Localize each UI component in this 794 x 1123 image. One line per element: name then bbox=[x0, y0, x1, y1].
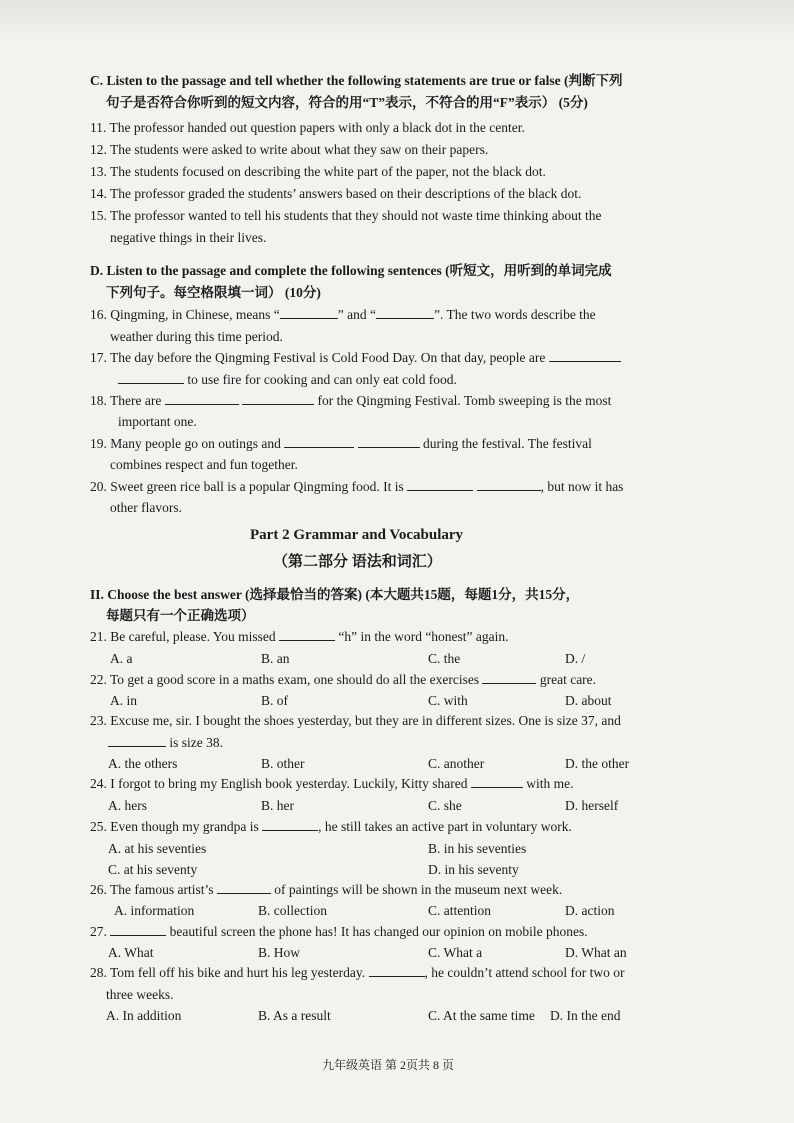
q27-option-d[interactable]: D. What an bbox=[565, 945, 627, 960]
q19-text-b: during the festival. The festival bbox=[422, 436, 592, 451]
q28-option-a[interactable]: A. In addition bbox=[106, 1008, 182, 1023]
q22-text-b: great care. bbox=[539, 672, 597, 687]
section-d-heading: D. Listen to the passage and complete the following sentences (听短文，用听到的单词完成 bbox=[90, 263, 612, 278]
question-20-cont: other flavors. bbox=[110, 500, 182, 515]
question-15: 15. The professor wanted to tell his students that they should not waste time thinking about the bbox=[90, 208, 602, 223]
question-18 bbox=[90, 392, 611, 410]
section-ii-heading: II. Choose the best answer (选择最恰当的答案) (本大题共15题，每题1分，共15分， bbox=[90, 587, 580, 602]
question-22 bbox=[90, 671, 596, 689]
answer-blank[interactable] bbox=[471, 775, 523, 788]
question-23-cont bbox=[108, 734, 223, 752]
section-c-heading-cn: 句子是否符合你听到的短文内容，符合的用“T”表示，不符合的用“F”表示） (5分) bbox=[106, 95, 588, 110]
question-13: 13. The students focused on describing the white part of the paper, not the black dot. bbox=[90, 164, 546, 179]
answer-blank[interactable] bbox=[358, 435, 420, 448]
q25-option-b[interactable]: B. in his seventies bbox=[428, 841, 527, 856]
q21-text-a: 21. Be careful, please. You missed bbox=[90, 629, 276, 644]
part-2-title: Part 2 Grammar and Vocabulary bbox=[250, 527, 464, 543]
page-footer: 九年级英语 第 2页共 8 页 bbox=[322, 1058, 455, 1072]
q28-text-b: , he couldn’t attend school for two or bbox=[424, 965, 625, 980]
answer-blank[interactable] bbox=[279, 628, 335, 641]
q21-text-b: “h” in the word “honest” again. bbox=[338, 629, 509, 644]
answer-blank[interactable] bbox=[284, 435, 354, 448]
q23-option-b[interactable]: B. other bbox=[261, 756, 305, 771]
q26-text-a: 26. The famous artist’s bbox=[90, 882, 214, 897]
q24-option-c[interactable]: C. she bbox=[428, 798, 462, 813]
q20-text-b: , but now it has bbox=[540, 479, 624, 494]
answer-blank[interactable] bbox=[217, 881, 271, 894]
question-21 bbox=[90, 628, 509, 646]
q28-option-d[interactable]: D. In the end bbox=[550, 1008, 621, 1023]
q20-text-a: 20. Sweet green rice ball is a popular Qingming food. It is bbox=[90, 479, 404, 494]
q18-text-b: for the Qingming Festival. Tomb sweeping is the most bbox=[317, 393, 612, 408]
question-15-cont: negative things in their lives. bbox=[110, 230, 267, 245]
q25-text-b: , he still takes an active part in voluntary work. bbox=[318, 819, 572, 834]
q25-option-a[interactable]: A. at his seventies bbox=[108, 841, 207, 856]
question-17 bbox=[90, 349, 621, 367]
q28-option-b[interactable]: B. As a result bbox=[258, 1008, 331, 1023]
q25-option-d[interactable]: D. in his seventy bbox=[428, 862, 519, 877]
q26-option-d[interactable]: D. action bbox=[565, 903, 615, 918]
q23-text-b: is size 38. bbox=[169, 735, 223, 750]
question-28-cont: three weeks. bbox=[106, 987, 174, 1002]
answer-blank[interactable] bbox=[376, 306, 434, 319]
answer-blank[interactable] bbox=[549, 349, 621, 362]
q21-option-c[interactable]: C. the bbox=[428, 651, 461, 666]
section-c-heading: C. Listen to the passage and tell whether the following statements are true or false (判断下列 bbox=[90, 73, 623, 88]
q21-option-a[interactable]: A. a bbox=[110, 651, 133, 666]
question-20 bbox=[90, 478, 623, 496]
q24-text-b: with me. bbox=[526, 776, 574, 791]
q17-text-b: to use fire for cooking and can only eat cold food. bbox=[187, 372, 457, 387]
q26-option-c[interactable]: C. attention bbox=[428, 903, 491, 918]
question-27 bbox=[90, 923, 588, 941]
answer-blank[interactable] bbox=[407, 478, 473, 491]
answer-blank[interactable] bbox=[110, 923, 166, 936]
section-ii-heading-cn: 每题只有一个正确选项） bbox=[106, 608, 255, 623]
q19-text-a: 19. Many people go on outings and bbox=[90, 436, 281, 451]
answer-blank[interactable] bbox=[165, 392, 239, 405]
answer-blank[interactable] bbox=[482, 671, 536, 684]
q16-text-b: ” and “ bbox=[337, 307, 376, 322]
question-19-cont: combines respect and fun together. bbox=[110, 457, 298, 472]
q26-option-a[interactable]: A. information bbox=[114, 903, 195, 918]
q23-option-a[interactable]: A. the others bbox=[108, 756, 178, 771]
q27-option-c[interactable]: C. What a bbox=[428, 945, 483, 960]
q22-option-c[interactable]: C. with bbox=[428, 693, 468, 708]
answer-blank[interactable] bbox=[262, 818, 318, 831]
q17-text-a: 17. The day before the Qingming Festival is Cold Food Day. On that day, people are bbox=[90, 350, 546, 365]
q27-text-a: 27. bbox=[90, 924, 107, 939]
q21-option-b[interactable]: B. an bbox=[261, 651, 290, 666]
question-23: 23. Excuse me, sir. I bought the shoes yesterday, but they are in different sizes. One is size 37, and bbox=[90, 713, 621, 728]
answer-blank[interactable] bbox=[369, 964, 425, 977]
q27-option-a[interactable]: A. What bbox=[108, 945, 154, 960]
q24-option-b[interactable]: B. her bbox=[261, 798, 294, 813]
q18-text-a: 18. There are bbox=[90, 393, 162, 408]
scan-shadow bbox=[0, 0, 794, 40]
q26-text-b: of paintings will be shown in the museum next week. bbox=[274, 882, 563, 897]
question-16-cont: weather during this time period. bbox=[110, 329, 283, 344]
question-14: 14. The professor graded the students’ answers based on their descriptions of the black dot. bbox=[90, 186, 582, 201]
q28-text-a: 28. Tom fell off his bike and hurt his leg yesterday. bbox=[90, 965, 366, 980]
answer-blank[interactable] bbox=[280, 306, 338, 319]
answer-blank[interactable] bbox=[477, 478, 541, 491]
part-2-subtitle: （第二部分 语法和词汇） bbox=[273, 554, 442, 570]
question-25 bbox=[90, 818, 572, 836]
q22-option-a[interactable]: A. in bbox=[110, 693, 137, 708]
question-18-cont: important one. bbox=[118, 414, 197, 429]
question-16 bbox=[90, 306, 596, 324]
question-24 bbox=[90, 775, 573, 793]
q26-option-b[interactable]: B. collection bbox=[258, 903, 327, 918]
q27-text-b: beautiful screen the phone has! It has changed our opinion on mobile phones. bbox=[169, 924, 588, 939]
q16-text-c: ”. The two words describe the bbox=[433, 307, 596, 322]
q21-option-d[interactable]: D. / bbox=[565, 651, 586, 666]
q24-text-a: 24. I forgot to bring my English book yesterday. Luckily, Kitty shared bbox=[90, 776, 468, 791]
q27-option-b[interactable]: B. How bbox=[258, 945, 301, 960]
q22-text-a: 22. To get a good score in a maths exam, one should do all the exercises bbox=[90, 672, 480, 687]
question-19 bbox=[90, 435, 592, 453]
q23-option-d[interactable]: D. the other bbox=[565, 756, 630, 771]
answer-blank[interactable] bbox=[118, 371, 184, 384]
question-28 bbox=[90, 964, 624, 982]
q25-option-c[interactable]: C. at his seventy bbox=[108, 862, 198, 877]
question-26 bbox=[90, 881, 562, 899]
q23-option-c[interactable]: C. another bbox=[428, 756, 485, 771]
q24-option-d[interactable]: D. herself bbox=[565, 798, 619, 813]
q22-option-d[interactable]: D. about bbox=[565, 693, 612, 708]
answer-blank[interactable] bbox=[242, 392, 314, 405]
question-11: 11. The professor handed out question papers with only a black dot in the center. bbox=[90, 120, 525, 135]
q16-text-a: 16. Qingming, in Chinese, means “ bbox=[90, 307, 280, 322]
q28-option-c[interactable]: C. At the same time bbox=[428, 1008, 535, 1023]
section-d-heading-cn: 下列句子。每空格限填一词） (10分) bbox=[106, 285, 321, 300]
q24-option-a[interactable]: A. hers bbox=[108, 798, 147, 813]
question-12: 12. The students were asked to write about what they saw on their papers. bbox=[90, 142, 489, 157]
q25-text-a: 25. Even though my grandpa is bbox=[90, 819, 259, 834]
question-17-cont bbox=[118, 371, 457, 389]
answer-blank[interactable] bbox=[108, 734, 166, 747]
q22-option-b[interactable]: B. of bbox=[261, 693, 288, 708]
